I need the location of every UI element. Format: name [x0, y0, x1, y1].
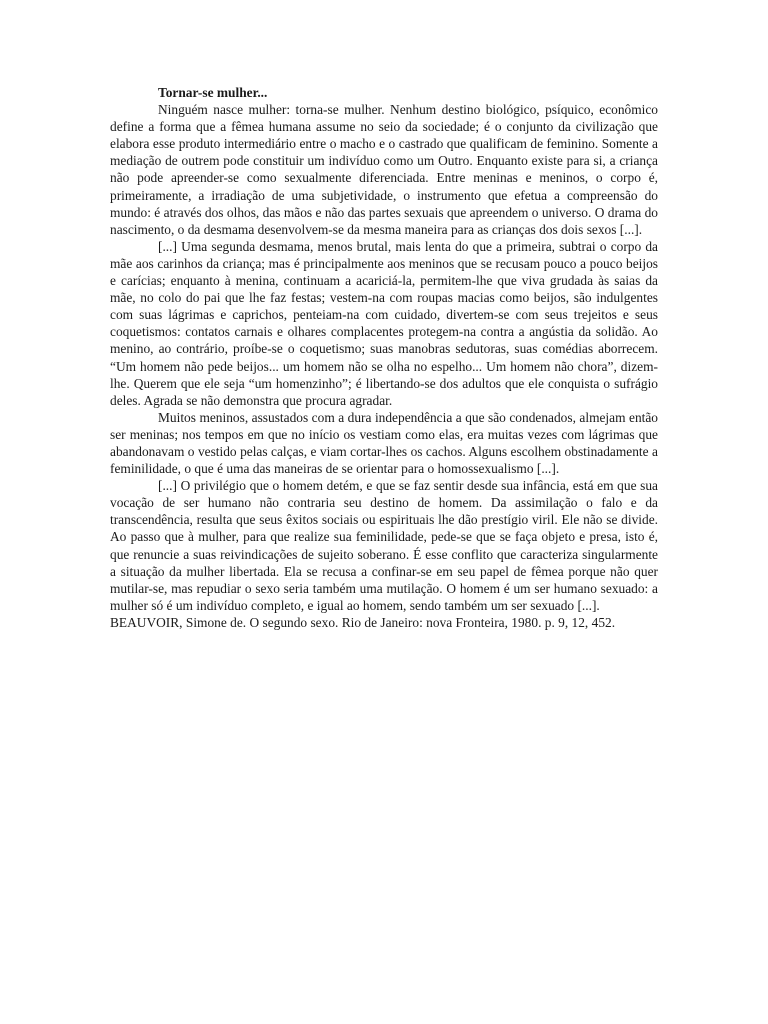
paragraph-4: [...] O privilégio que o homem detém, e que se faz sentir desde sua infância, está em que sua vocação de ser humano não contraria seu destino de homem. Da assimilação o falo e da transcendência, resulta que seus êxitos sociais ou espirituais lhe dão prestígio viril. Ele não se divide. Ao passo que à mulher, para que realize sua feminilidade, pede-se que se faça objeto e presa, isto é, que renuncie a suas reivindicações de sujeito soberano. É esse conflito que caracteriza singularmente a situação da mulher libertada. Ela se recusa a confinar-se em seu papel de fêmea porque não quer mutilar-se, mas repudiar o sexo seria também uma mutilação. O homem é um ser humano sexuado: a mulher só é um indivíduo completo, e igual ao homem, sendo também um ser sexuado [...].	[110, 478, 658, 613]
document-title: Tornar-se mulher...	[158, 85, 268, 100]
paragraph-2: [...] Uma segunda desmama, menos brutal, mais lenta do que a primeira, subtrai o corpo da mãe aos carinhos da criança; mas é principalmente aos meninos que se recusam pouco a pouco beijos e carícias; enquanto à menina, continuam a acariciá-la, permitem-lhe que viva grudada às saias da mãe, no colo do pai que lhe faz festas; vestem-na com roupas macias como beijos, são indulgentes com suas lágrimas e caprichos, penteiam-na com cuidado, divertem-se com seus trejeitos e seus coquetismos: contatos carnais e olhares complacentes protegem-na contra a angústia da solidão. Ao menino, ao contrário, proíbe-se o coquetismo; suas manobras sedutoras, suas comédias aborrecem. “Um homem não pede beijos... um homem não se olha no espelho... Um homem não chora”, dizem-lhe. Querem que ele seja “um homenzinho”; é libertando-se dos adultos que ele conquista o sufrágio deles. Agrada se não demonstra que procura agradar.	[110, 238, 658, 408]
document-page	[110, 84, 658, 631]
paragraph-3: Muitos meninos, assustados com a dura independência a que são condenados, almejam então ser meninas; nos tempos em que no início os vestiam como elas, era muitas vezes com lágrimas que abandonavam o vestido pelas calças, e viam cortar-lhes os cachos. Alguns escolhem obstinadamente a feminilidade, o que é uma das maneiras de se orientar para o homossexualismo [...].	[110, 409, 658, 477]
bibliographic-citation: BEAUVOIR, Simone de. O segundo sexo. Rio de Janeiro: nova Fronteira, 1980. p. 9, 12, 452.	[110, 614, 616, 630]
paragraph-1: Ninguém nasce mulher: torna-se mulher. Nenhum destino biológico, psíquico, econômico define a forma que a fêmea humana assume no seio da sociedade; é o conjunto da civilização que elabora esse produto intermediário entre o macho e o castrado que qualificam de feminino. Somente a mediação de outrem pode constituir um indivíduo como um Outro. Enquanto existe para si, a criança não pode apreender-se como sexualmente diferenciada. Entre meninas e meninos, o corpo é, primeiramente, a irradiação de uma subjetividade, o instrumento que efetua a compreensão do mundo: é através dos olhos, das mãos e não das partes sexuais que apreendem o universo. O drama do nascimento, o da desmama desenvolvem-se da mesma maneira para as crianças dos dois sexos [...].	[110, 102, 658, 237]
